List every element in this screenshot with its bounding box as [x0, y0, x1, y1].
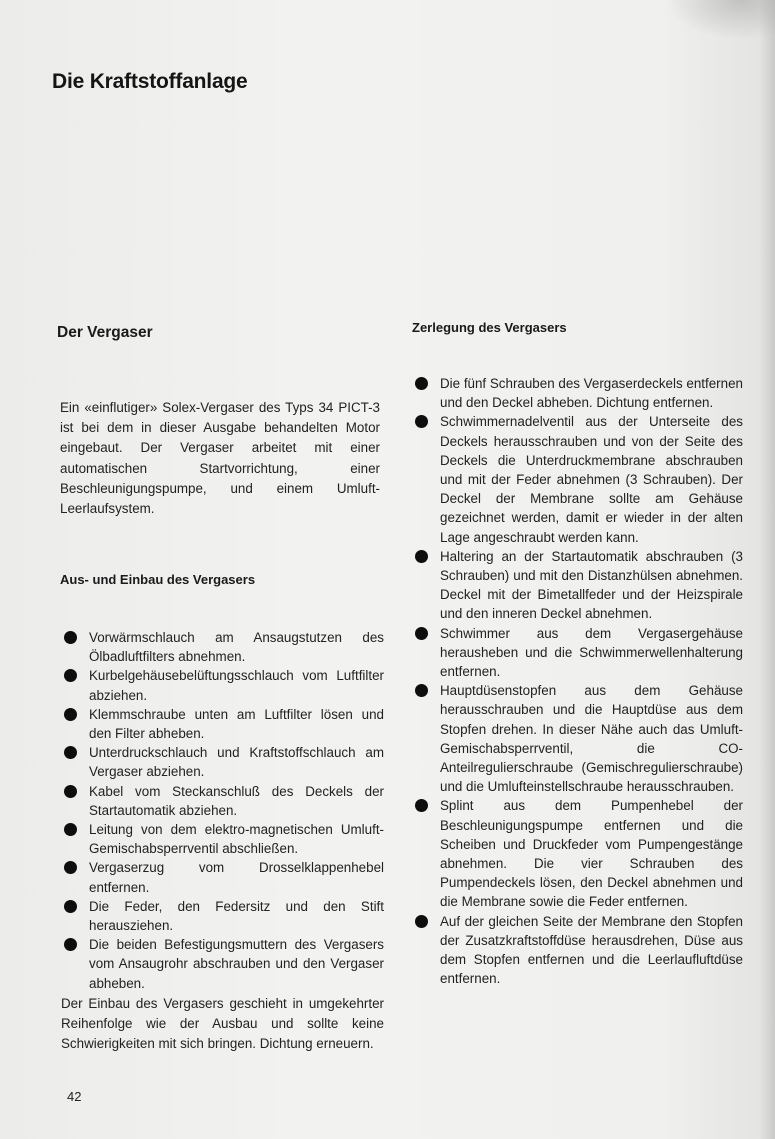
list-item	[64, 666, 384, 704]
intro-paragraph	[60, 398, 380, 519]
bullet-icon	[64, 746, 77, 759]
page-title: Die Kraftstoffanlage	[52, 70, 248, 93]
step-text: Hauptdüsenstopfen aus dem Gehäuse herausschrauben und die Hauptdüse aus dem Stopfen drehen. In dieser Nähe auch das Umluft-Gemischabsperrventil, die CO-Anteilregulierschraube (Gemischregulierschraube) und die Umlufteinstellschraube herausschrauben.	[440, 683, 743, 795]
bullet-icon	[64, 631, 77, 644]
step-text: Vergaserzug vom Drosselklappenhebel entfernen.	[89, 860, 384, 895]
bullet-icon	[64, 823, 77, 836]
list-item	[415, 681, 743, 796]
list-item	[64, 628, 384, 666]
list-item	[415, 374, 743, 412]
bullet-icon	[64, 900, 77, 913]
step-text: Schwimmernadelventil aus der Unterseite des Deckels herausschrauben und von der Seite des Deckels die Unterdruckmembrane abschrauben und mit der Feder abnehmen (3 Schrauben). Der Deckel der Membrane sollte am Gehäuse gezeichnet werden, damit er wieder in der alten Lage angeschraubt werden kann.	[440, 414, 743, 545]
step-text: Die beiden Befestigungsmuttern des Vergasers vom Ansaugrohr abschrauben und den Vergaser abheben.	[89, 937, 384, 991]
page-number: 42	[67, 1089, 82, 1104]
disassembly-steps-list	[415, 374, 743, 989]
section-heading-der-vergaser: Der Vergaser	[57, 324, 153, 341]
list-item	[415, 412, 743, 546]
step-text: Leitung von dem elektro-magnetischen Umluft-Gemischabsperrventil abschließen.	[89, 822, 384, 857]
disassembly-steps-column	[415, 374, 743, 989]
list-item	[415, 624, 743, 682]
list-item	[64, 705, 384, 743]
bullet-icon	[415, 684, 428, 697]
step-text: Klemmschraube unten am Luftfilter lösen und den Filter abheben.	[89, 706, 384, 742]
step-text: Kurbelgehäusebelüftungsschlauch vom Luftfilter abziehen.	[89, 668, 384, 703]
list-item	[64, 743, 384, 781]
bullet-icon	[64, 861, 77, 874]
bullet-icon	[415, 799, 428, 812]
list-item	[64, 820, 384, 858]
step-text: Die fünf Schrauben des Vergaserdeckels entfernen und den Deckel abheben. Dichtung entfernen.	[440, 376, 743, 411]
step-text: Auf der gleichen Seite der Membrane den Stopfen der Zusatzkraftstoffdüse herausdrehen, Düse aus dem Stopfen entfernen und die Leerlaufluftdüse entfernen.	[440, 913, 743, 987]
bullet-icon	[415, 415, 428, 428]
step-text: Die Feder, den Federsitz und den Stift herausziehen.	[89, 898, 384, 934]
list-item	[64, 782, 384, 820]
step-text: Schwimmer aus dem Vergasergehäuse herausheben und die Schwimmerwellenhalterung entfernen.	[440, 625, 743, 680]
bullet-icon	[415, 550, 428, 563]
bullet-icon	[64, 785, 77, 798]
subheading-zerlegung: Zerlegung des Vergasers	[412, 320, 567, 335]
bullet-icon	[64, 938, 77, 951]
list-item	[415, 547, 743, 624]
step-text: Vorwärmschlauch am Ansaugstutzen des Ölbadluftfilters abnehmen.	[89, 630, 384, 665]
step-text: Splint aus dem Pumpenhebel der Beschleunigungspumpe entfernen und die Scheiben und Druckfeder vom Pumpengestänge abnehmen. Die vier Schrauben des Pumpendeckels lösen, den Deckel abnehmen und die Membrane sowie die Feder entfernen.	[440, 798, 743, 910]
list-item	[415, 796, 743, 911]
removal-steps-column	[61, 628, 384, 1054]
step-text: Unterdruckschlauch und Kraftstoffschlauch am Vergaser abziehen.	[89, 745, 384, 780]
removal-steps-list	[64, 628, 384, 993]
subheading-aus-und-einbau: Aus- und Einbau des Vergasers	[60, 572, 256, 587]
list-item	[64, 858, 384, 896]
bullet-icon	[415, 377, 428, 390]
list-item	[64, 897, 384, 935]
step-text: Haltering an der Startautomatik abschrauben (3 Schrauben) und mit den Distanzhülsen abnehmen. Deckel mit der Bimetallfeder und der Heizspirale und den inneren Deckel abnehmen.	[440, 548, 743, 622]
intro-text: Ein «einflutiger» Solex-Vergaser des Typs 34 PICT-3 ist bei dem in dieser Ausgabe behandelten Motor eingebaut. Der Vergaser arbeitet mit einer automatischen Startvorrichtung, einer Beschleunigungspumpe, und einem Umluft-Leerlaufsystem.	[60, 400, 380, 517]
bullet-icon	[415, 627, 428, 640]
bullet-icon	[64, 708, 77, 721]
list-item	[64, 935, 384, 993]
closing-paragraph: Der Einbau des Vergasers geschieht in umgekehrter Reihenfolge wie der Ausbau und sollte keine Schwierigkeiten mit sich bringen. Dichtung erneuern.	[61, 995, 384, 1051]
list-item	[415, 912, 743, 989]
bullet-icon	[64, 669, 77, 682]
bullet-icon	[415, 915, 428, 928]
step-text: Kabel vom Steckanschluß des Deckels der Startautomatik abziehen.	[89, 783, 384, 818]
